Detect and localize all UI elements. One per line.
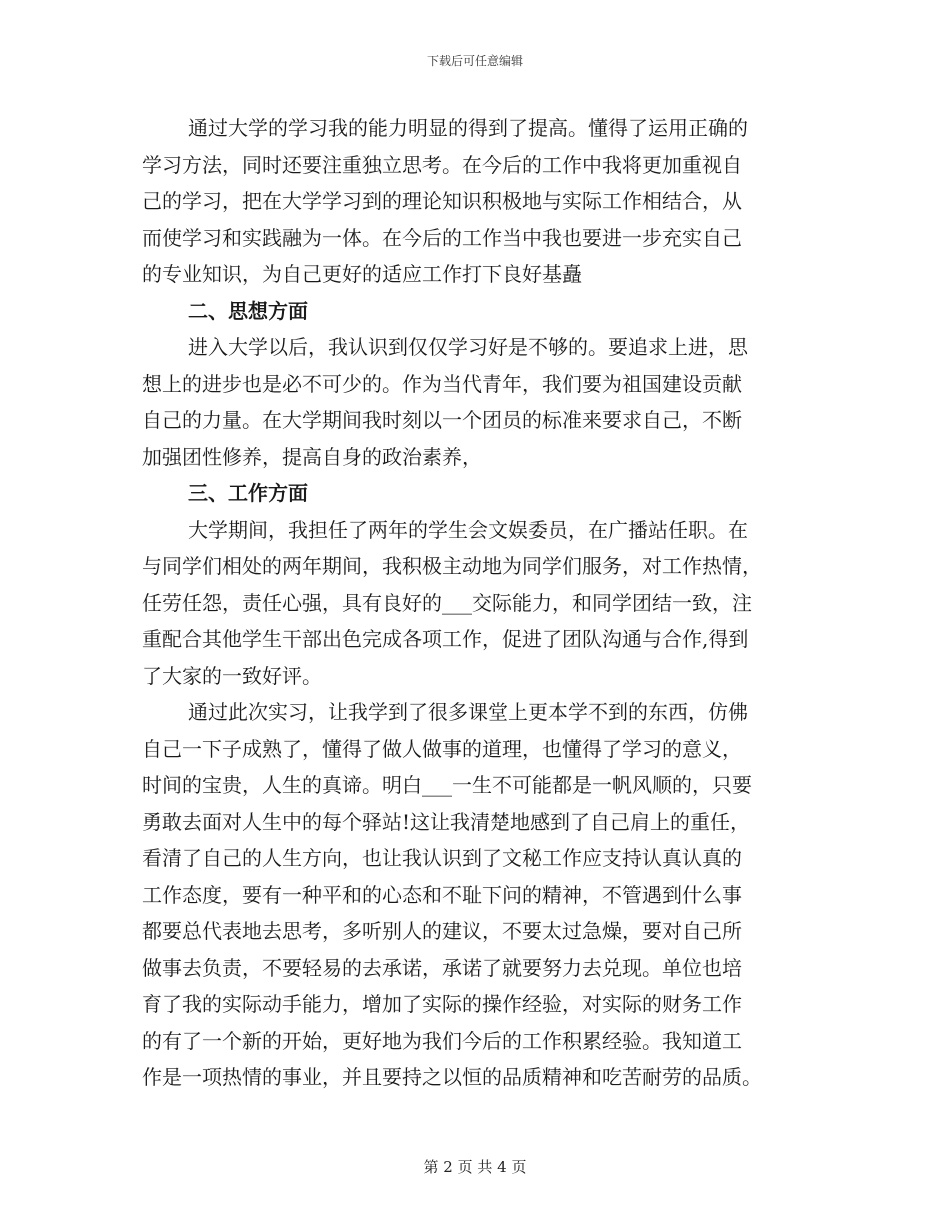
paragraph-line: 与同学们相处的两年期间，我积极主动地为同学们服务，对工作热情， [142,554,762,578]
paragraph-line: 自己一下子成熟了，懂得了做人做事的道理，也懂得了学习的意义， [142,736,742,761]
paragraph-line: 的有了一个新的开始，更好地为我们今后的工作积累经验。我知道工 [142,1028,742,1053]
paragraph-line: 都要总代表地去思考，多听别人的建议，不要太过急燥，要对自己所 [142,919,742,943]
paragraph-line: 作是一项热情的事业，并且要持之以恒的品质精神和吃苦耐劳的品质。 [142,1065,762,1089]
section-heading-thought: 二、思想方面 [188,298,308,323]
paragraph-line: 想上的进步也是必不可少的。作为当代青年，我们要为祖国建设贡献 [142,371,742,396]
page-header: 下载后可任意编辑 [426,54,523,68]
paragraph-line: 进入大学以后，我认识到仅仅学习好是不够的。要追求上进，思 [188,335,748,359]
document-body [142,110,812,1096]
paragraph-line: 勇敢去面对人生中的每个驿站!这让我清楚地感到了自己肩上的重任， [142,809,751,834]
page-number: 第 2 页 共 4 页 [423,1158,527,1176]
paragraph-line: 己的学习，把在大学学习到的理论知识积极地与实际工作相结合，从 [142,189,742,213]
paragraph-line: 了大家的一致好评。 [142,663,322,688]
paragraph-line: 而使学习和实践融为一体。在今后的工作当中我也要进一步充实自己 [142,225,742,250]
paragraph-line: 工作态度，要有一种平和的心态和不耻下问的精神，不管遇到什么事 [142,882,742,907]
paragraph-line: 育了我的实际动手能力，增加了实际的操作经验，对实际的财务工作 [142,992,742,1016]
paragraph-line: 时间的宝贵，人生的真谛。明白___一生不可能都是一帆风顺的，只要 [142,773,752,797]
paragraph-line: 自己的力量。在大学期间我时刻以一个团员的标准来要求自己，不断 [142,408,742,432]
paragraph-line: 任劳任怨，责任心强，具有良好的___交际能力，和同学团结一致，注 [142,590,752,615]
section-heading-work: 三、工作方面 [188,481,308,505]
paragraph-line: 通过大学的学习我的能力明显的得到了提高。懂得了运用正确的 [188,116,748,140]
paragraph-line: 看清了自己的人生方向，也让我认识到了文秘工作应支持认真认真的 [142,846,742,870]
paragraph-line: 加强团性修养，提高自身的政治素养， [142,444,482,469]
paragraph-line: 大学期间，我担任了两年的学生会文娱委员，在广播站任职。在 [188,517,748,542]
paragraph-line: 做事去负责，不要轻易的去承诺，承诺了就要努力去兑现。单位也培 [142,955,742,980]
paragraph-line: 重配合其他学生干部出色完成各项工作，促进了团队沟通与合作,得到 [142,627,749,651]
paragraph-line: 学习方法，同时还要注重独立思考。在今后的工作中我将更加重视自 [142,152,742,177]
paragraph-line: 通过此次实习，让我学到了很多课堂上更本学不到的东西，仿佛 [188,700,748,724]
paragraph-line: 的专业知识，为自己更好的适应工作打下良好基矗 [142,262,582,286]
